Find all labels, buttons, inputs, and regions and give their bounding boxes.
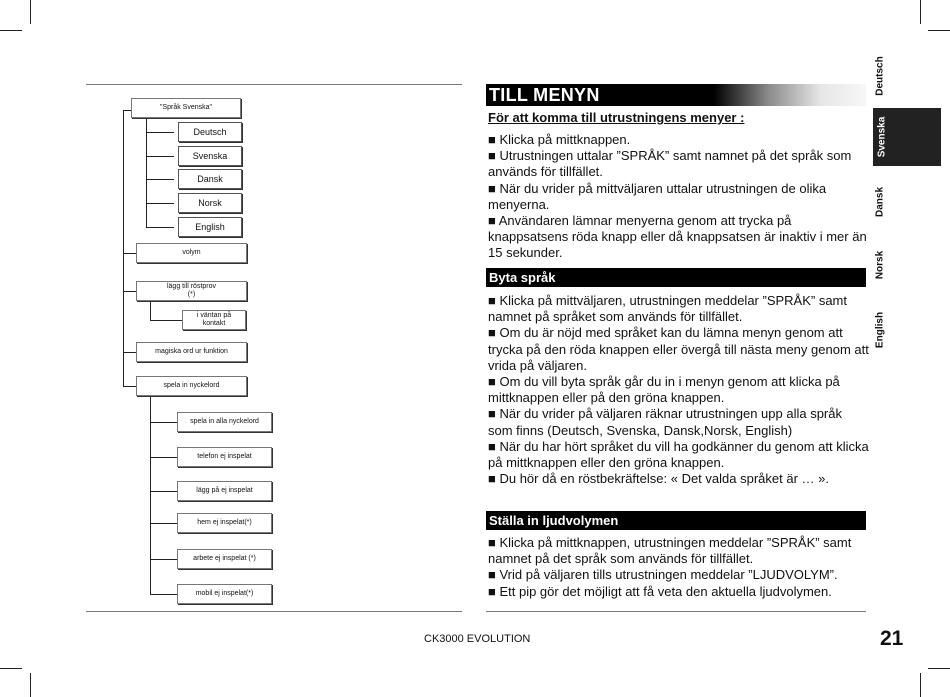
connector xyxy=(123,110,131,111)
connector xyxy=(123,253,136,254)
paragraph: ■ Om du är nöjd med språket kan du lämna menyn genom att trycka på den röda knappen eller övergå till nästa meny genom att vrida på väljaren. xyxy=(488,325,869,373)
diagram-volym-box: volym xyxy=(136,243,247,263)
connector xyxy=(146,227,174,228)
paragraph: ■ När du vrider på mittväljaren uttalar utrustningen de olika menyerna. xyxy=(488,180,827,212)
paragraph: ■ Klicka på mittknappen, utrustningen meddelar ”SPRÅK” samt namnet på det språk som används för tillfället. xyxy=(488,535,852,567)
connector xyxy=(123,352,136,353)
subheading: För att komma till utrustningens menyer : xyxy=(488,110,745,125)
page-title: TILL MENYN xyxy=(489,85,600,105)
diagram-magiska-box: magiska ord ur funktion xyxy=(136,342,247,362)
crop-mark xyxy=(928,668,950,669)
tab-norsk[interactable] xyxy=(872,240,888,290)
diagram-sub-box: telefon ej inspelat xyxy=(177,447,272,467)
connector xyxy=(146,119,147,227)
tab-dansk[interactable] xyxy=(872,176,888,228)
diagram-lang-box: Svenska xyxy=(178,146,242,166)
paragraph: ■ Utrustningen uttalar ”SPRÅK” samt namnet på det språk som används för tillfället. xyxy=(488,148,852,180)
diagram-lang-box: Deutsch xyxy=(178,122,242,142)
tab-deutsch[interactable] xyxy=(872,48,888,104)
paragraph: ■ Ett pip gör det möjligt att få veta den aktuella ljudvolymen. xyxy=(488,583,832,599)
diagram-root-box: "Språk Svenska" xyxy=(131,98,241,118)
connector xyxy=(146,179,174,180)
crop-mark xyxy=(30,0,31,24)
tab-english[interactable] xyxy=(872,302,888,358)
crop-mark xyxy=(928,30,950,31)
connector xyxy=(123,291,136,292)
tab-label: English xyxy=(874,311,886,349)
title-bar xyxy=(486,84,866,106)
page-number: 21 xyxy=(880,627,904,650)
bottom-rule-right xyxy=(486,611,866,612)
crop-mark xyxy=(920,0,921,24)
connector xyxy=(123,110,124,386)
connector xyxy=(150,301,151,320)
tab-svenska[interactable] xyxy=(873,108,941,166)
diagram-lagg-till-box: lägg till röstprov (*) xyxy=(136,281,247,301)
paragraph: ■ Klicka på mittknappen. xyxy=(488,132,631,147)
connector xyxy=(150,491,177,492)
top-rule xyxy=(86,84,462,85)
diagram-i-vantan-box: i väntan på kontakt xyxy=(182,310,246,330)
tab-label: Norsk xyxy=(874,250,886,280)
section1-text xyxy=(488,293,870,487)
diagram-sub-box: arbete ej inspelat (*) xyxy=(177,549,272,569)
connector xyxy=(150,457,177,458)
paragraph: ■ Användaren lämnar menyerna genom att trycka på knappsatsens röda knapp eller då knappsatsen är inaktiv i mer än 15 sekunder. xyxy=(488,213,867,261)
diagram-lang-box: Dansk xyxy=(178,169,242,189)
connector xyxy=(150,396,151,594)
diagram-sub-box: spela in alla nyckelord xyxy=(177,412,272,432)
connector xyxy=(150,594,177,595)
crop-mark xyxy=(0,30,22,31)
tab-label: Dansk xyxy=(874,186,886,218)
paragraph: ■ När du vrider på väljaren räknar utrustningen upp alla språk som finns (Deutsch, Svenska, Dansk,Norsk, English) xyxy=(488,406,842,438)
footer-model: CK3000 EVOLUTION xyxy=(424,633,531,645)
connector xyxy=(150,559,177,560)
paragraph: ■ Klicka på mittväljaren, utrustningen meddelar ”SPRÅK” samt namnet på språket som används för tillfället. xyxy=(488,293,847,325)
section-heading-byta-sprak: Byta språk xyxy=(486,268,866,287)
bottom-rule xyxy=(86,611,462,612)
paragraph: ■ När du har hört språket du vill ha godkänner du genom att klicka på mittknappen eller den gröna knappen. xyxy=(488,438,869,471)
connector xyxy=(150,422,177,423)
connector xyxy=(146,203,174,204)
crop-mark xyxy=(0,668,22,669)
connector xyxy=(150,320,182,321)
diagram-sub-box: hem ej inspelat(*) xyxy=(177,513,272,533)
diagram-lang-box: Norsk xyxy=(178,193,242,213)
diagram-spela-in-box: spela in nyckelord xyxy=(136,376,247,396)
intro-text xyxy=(488,132,870,262)
paragraph: ■ Du hör då en röstbekräftelse: « Det valda språket är … ». xyxy=(488,471,829,487)
paragraph: ■ Vrid på väljaren tills utrustningen meddelar ”LJUDVOLYM”. xyxy=(488,567,838,583)
section2-text xyxy=(488,535,870,600)
tab-label: Svenska xyxy=(876,116,888,158)
crop-mark xyxy=(920,673,921,697)
connector xyxy=(123,386,136,387)
diagram-sub-box: mobil ej inspelat(*) xyxy=(177,584,272,604)
connector xyxy=(146,156,174,157)
connector xyxy=(146,132,174,133)
connector xyxy=(150,523,177,524)
diagram-lang-box: English xyxy=(178,217,242,237)
paragraph: ■ Om du vill byta språk går du in i menyn genom att klicka på mittknappen eller på den gröna knappen. xyxy=(488,374,840,406)
diagram-sub-box: lägg på ej inspelat xyxy=(177,481,272,501)
tab-label: Deutsch xyxy=(874,56,886,96)
section-heading-ljudvolym: Ställa in ljudvolymen xyxy=(486,511,866,530)
crop-mark xyxy=(30,673,31,697)
